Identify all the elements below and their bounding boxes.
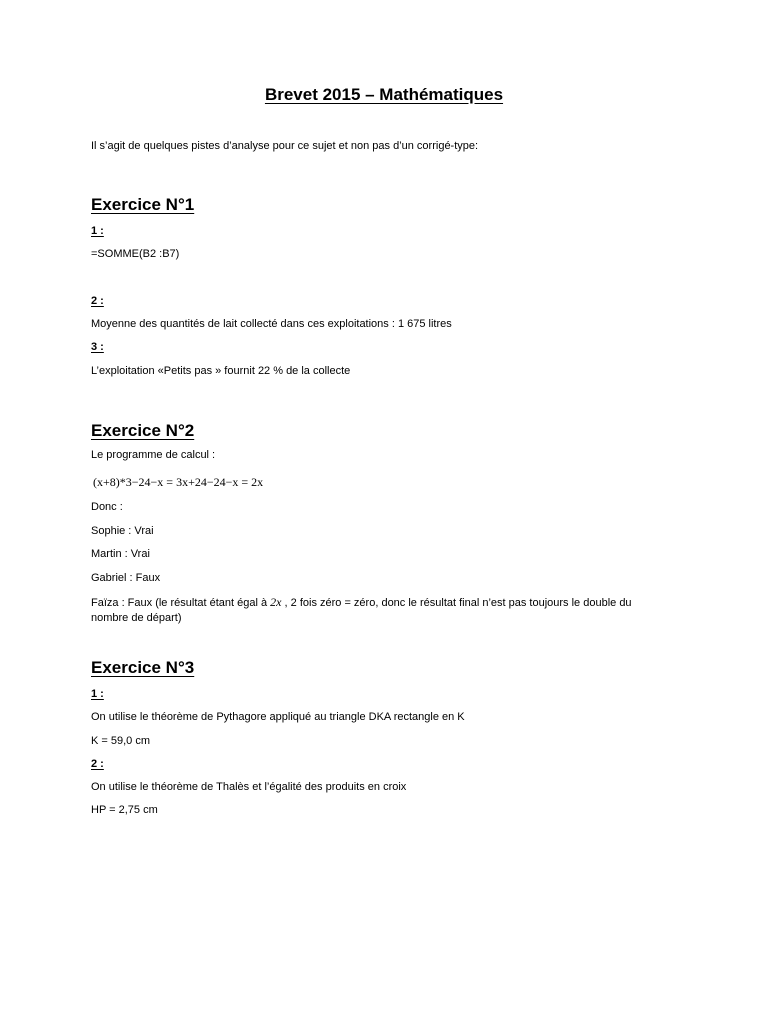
exercise-3-heading: Exercice N°3 xyxy=(91,658,195,677)
document-title: Brevet 2015 – Mathématiques xyxy=(264,85,504,104)
exercise-2-faiza-after: , 2 fois zéro = zéro, donc le résultat final n’est pas toujours le double du nombre de départ) xyxy=(91,597,632,624)
exercise-1-question-2-label: 2 : xyxy=(91,295,104,307)
exercise-1-heading: Exercice N°1 xyxy=(91,195,195,214)
exercise-3-question-1-label: 1 : xyxy=(91,688,104,700)
exercise-3-question-2-result: HP = 2,75 cm xyxy=(91,804,158,816)
exercise-2-faiza-math: 2x xyxy=(270,595,282,609)
exercise-2-sophie: Sophie : Vrai xyxy=(91,525,154,537)
exercise-2-faiza xyxy=(91,595,671,626)
exercise-3-question-2-text: On utilise le théorème de Thalès et l’égalité des produits en croix xyxy=(91,781,407,793)
exercise-2-donc: Donc : xyxy=(91,501,123,513)
exercise-1-question-3-answer: L’exploitation «Petits pas » fournit 22 % de la collecte xyxy=(91,365,351,377)
exercise-1-question-2-answer: Moyenne des quantités de lait collecté dans ces exploitations : 1 675 litres xyxy=(91,318,452,330)
exercise-2-faiza-before: Faïza : Faux (le résultat étant égal à xyxy=(91,597,271,609)
exercise-2-formula: (x+8)*3−24−x = 3x+24−24−x = 2x xyxy=(93,475,264,489)
exercise-1-question-3-label: 3 : xyxy=(91,341,104,353)
exercise-1-question-1-answer: =SOMME(B2 :B7) xyxy=(91,248,180,260)
exercise-2-intro: Le programme de calcul : xyxy=(91,449,216,461)
exercise-3-question-1-text: On utilise le théorème de Pythagore appliqué au triangle DKA rectangle en K xyxy=(91,711,465,723)
exercise-2-gabriel: Gabriel : Faux xyxy=(91,572,161,584)
exercise-1-question-1-label: 1 : xyxy=(91,225,104,237)
exercise-2-heading: Exercice N°2 xyxy=(91,421,195,440)
exercise-3-question-2-label: 2 : xyxy=(91,758,104,770)
intro-text: Il s’agit de quelques pistes d’analyse pour ce sujet et non pas d’un corrigé-type: xyxy=(91,140,479,152)
exercise-3-question-1-result: K = 59,0 cm xyxy=(91,735,151,747)
exercise-2-martin: Martin : Vrai xyxy=(91,548,150,560)
